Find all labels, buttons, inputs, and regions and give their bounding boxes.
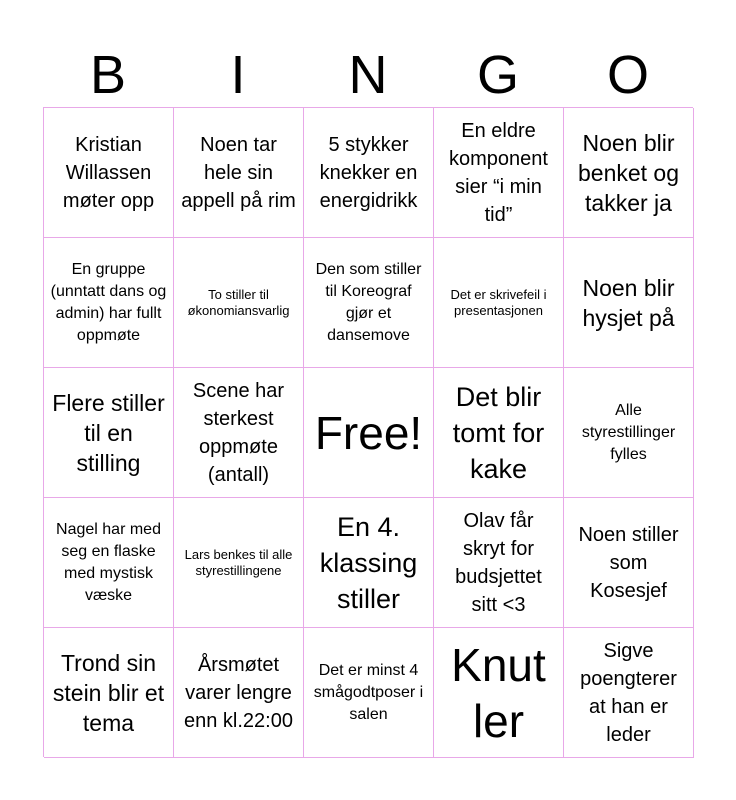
header-letter-i: I [230, 45, 246, 105]
bingo-cell-text: Nagel har med seg en flaske med mystisk væske [56, 520, 161, 604]
bingo-cell[interactable] [434, 238, 564, 368]
header-letter-b: B [89, 45, 127, 105]
bingo-cell-text: Trond sin stein blir et tema [52, 649, 165, 736]
bingo-cell-text: En eldre komponent sier “i min tid” [449, 119, 548, 226]
bingo-cell-text: En 4. klassing stiller [319, 511, 418, 614]
bingo-cell[interactable] [44, 628, 174, 758]
header-letter-o: O [606, 45, 649, 105]
bingo-cell[interactable] [44, 108, 174, 238]
bingo-cell[interactable] [44, 498, 174, 628]
bingo-cell-text: Noen blir benket og takker ja [577, 129, 680, 216]
bingo-cell[interactable] [564, 238, 694, 368]
bingo-cell-text: Flere stiller til en stilling [52, 389, 165, 476]
bingo-cell[interactable] [564, 108, 694, 238]
header-letter-g: G [476, 45, 519, 105]
bingo-cell-text: To stiller til økonomiansvarlig [187, 286, 290, 318]
bingo-cell-text: Noen stiller som Kosesjef [578, 523, 679, 602]
bingo-cell-text: Lars benkes til alle styrestillingene [184, 546, 293, 578]
bingo-cell-text: Det er skrivefeil i presentasjonen [450, 286, 547, 318]
bingo-cell[interactable] [434, 628, 564, 758]
free-cell[interactable] [304, 368, 434, 498]
free-cell-text: Free! [314, 406, 423, 459]
bingo-cell[interactable] [434, 498, 564, 628]
bingo-cell[interactable] [434, 108, 564, 238]
bingo-cell[interactable] [44, 368, 174, 498]
bingo-cell[interactable] [564, 498, 694, 628]
bingo-cell[interactable] [174, 368, 304, 498]
bingo-grid [43, 107, 693, 757]
bingo-cell[interactable] [564, 628, 694, 758]
bingo-cell[interactable] [174, 498, 304, 628]
bingo-cell[interactable] [44, 238, 174, 368]
bingo-cell-text: Kristian Willassen møter opp [62, 133, 155, 212]
bingo-cell[interactable] [174, 628, 304, 758]
bingo-header [43, 44, 693, 106]
bingo-cell-text: En gruppe (unntatt dans og admin) har fullt oppmøte [50, 260, 167, 344]
bingo-cell[interactable] [304, 238, 434, 368]
bingo-cell-text: Den som stiller til Koreograf gjør et dansemove [315, 260, 422, 344]
bingo-cell-text: Det blir tomt for kake [452, 381, 545, 484]
bingo-cell[interactable] [304, 498, 434, 628]
bingo-cell-text: Noen tar hele sin appell på rim [181, 133, 296, 212]
bingo-cell[interactable] [434, 368, 564, 498]
bingo-cell-text: Sigve poengterer at han er leder [580, 639, 677, 746]
bingo-cell-text: 5 stykker knekker en energidrikk [319, 133, 418, 212]
bingo-cell-text: Alle styrestillinger fylles [581, 401, 676, 463]
bingo-cell-text: Det er minst 4 smågodtposer i salen [313, 661, 424, 723]
bingo-cell-text: Olav får skryt for budsjettet sitt <3 [455, 509, 542, 616]
header-letter-n: N [348, 45, 388, 105]
bingo-cell[interactable] [174, 238, 304, 368]
bingo-cell-text: Noen blir hysjet på [582, 274, 675, 331]
bingo-cell-text: Scene har sterkest oppmøte (antall) [192, 379, 285, 486]
bingo-cell[interactable] [304, 108, 434, 238]
bingo-cell[interactable] [304, 628, 434, 758]
bingo-cell[interactable] [564, 368, 694, 498]
bingo-cell-text: Knut ler [451, 638, 546, 747]
bingo-cell[interactable] [174, 108, 304, 238]
bingo-cell-text: Årsmøtet varer lengre enn kl.22:00 [184, 653, 293, 732]
